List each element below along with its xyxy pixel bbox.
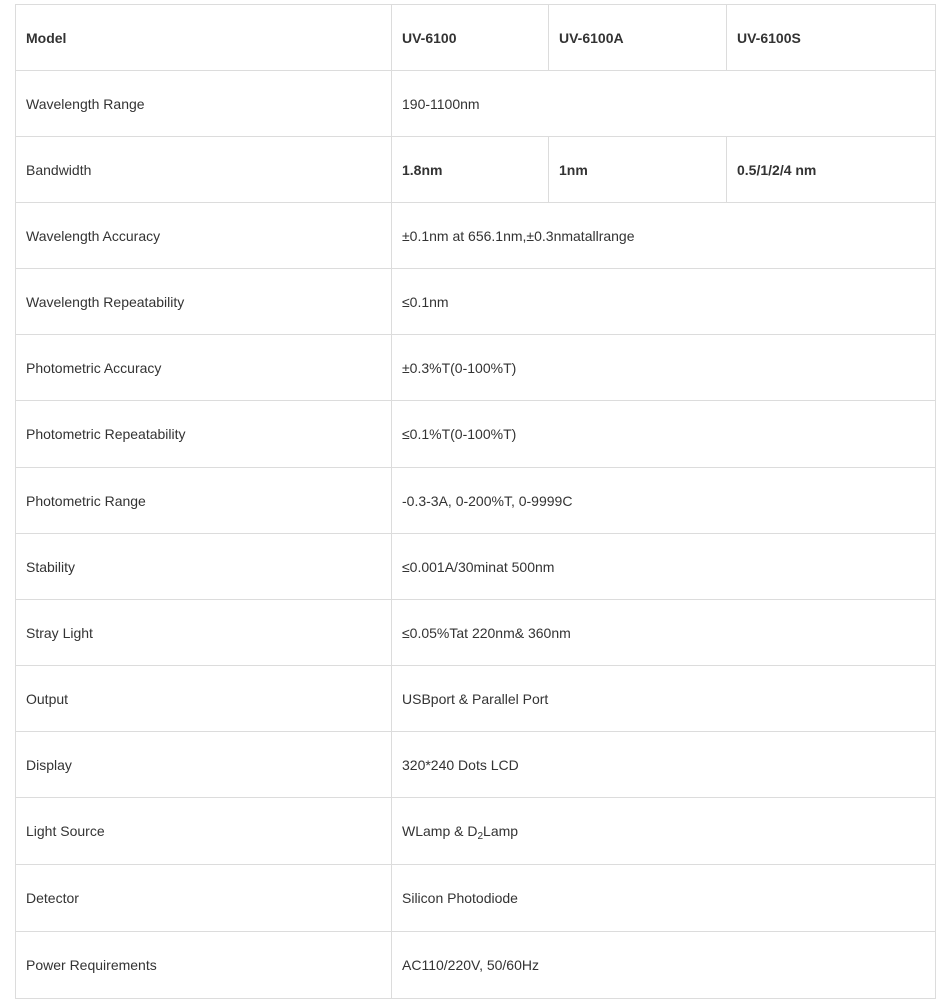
- row-label: Power Requirements: [16, 932, 392, 999]
- row-label: Display: [16, 732, 392, 798]
- table-row: [16, 932, 936, 999]
- bandwidth-uv-6100: 1.8nm: [392, 137, 549, 203]
- row-label: Detector: [16, 865, 392, 932]
- row-label: Wavelength Range: [16, 71, 392, 137]
- table-header-row: [16, 5, 936, 71]
- spec-table: [15, 4, 936, 999]
- table-row: [16, 798, 936, 865]
- row-value: USBport & Parallel Port: [392, 666, 936, 732]
- row-value: AC110/220V, 50/60Hz: [392, 932, 936, 999]
- table-row: [16, 865, 936, 932]
- table-row: [16, 401, 936, 468]
- row-label: Photometric Repeatability: [16, 401, 392, 468]
- table-row: [16, 732, 936, 798]
- row-label: Photometric Range: [16, 468, 392, 534]
- table-row: [16, 203, 936, 269]
- header-model-uv-6100a: UV-6100A: [549, 5, 727, 71]
- row-value: ≤0.1%T(0-100%T): [392, 401, 936, 468]
- row-label: Stray Light: [16, 600, 392, 666]
- header-model-uv-6100: UV-6100: [392, 5, 549, 71]
- row-label: Stability: [16, 534, 392, 600]
- bandwidth-uv-6100s: 0.5/1/2/4 nm: [727, 137, 936, 203]
- row-label: Wavelength Repeatability: [16, 269, 392, 335]
- row-value: -0.3-3A, 0-200%T, 0-9999C: [392, 468, 936, 534]
- row-value: [392, 798, 936, 865]
- light-source-text-b: Lamp: [483, 823, 519, 839]
- table-row: [16, 666, 936, 732]
- table-row: [16, 71, 936, 137]
- row-label: Photometric Accuracy: [16, 335, 392, 401]
- header-model-uv-6100s: UV-6100S: [727, 5, 936, 71]
- table-row: [16, 468, 936, 534]
- row-value: ≤0.05%Tat 220nm& 360nm: [392, 600, 936, 666]
- header-model-label: Model: [16, 5, 392, 71]
- row-label: Light Source: [16, 798, 392, 865]
- row-label: Output: [16, 666, 392, 732]
- table-row: [16, 269, 936, 335]
- table-row: [16, 335, 936, 401]
- bandwidth-uv-6100a: 1nm: [549, 137, 727, 203]
- row-label: Wavelength Accuracy: [16, 203, 392, 269]
- row-value: 320*240 Dots LCD: [392, 732, 936, 798]
- table-row: [16, 534, 936, 600]
- row-value: ≤0.1nm: [392, 269, 936, 335]
- row-value: ≤0.001A/30minat 500nm: [392, 534, 936, 600]
- row-label: Bandwidth: [16, 137, 392, 203]
- row-value: ±0.1nm at 656.1nm,±0.3nmatallrange: [392, 203, 936, 269]
- light-source-text-a: WLamp & D: [402, 823, 478, 839]
- light-source-subscript: 2: [477, 831, 484, 842]
- row-value: Silicon Photodiode: [392, 865, 936, 932]
- table-row: [16, 600, 936, 666]
- row-value: 190-1100nm: [392, 71, 936, 137]
- row-value: ±0.3%T(0-100%T): [392, 335, 936, 401]
- table-row: [16, 137, 936, 203]
